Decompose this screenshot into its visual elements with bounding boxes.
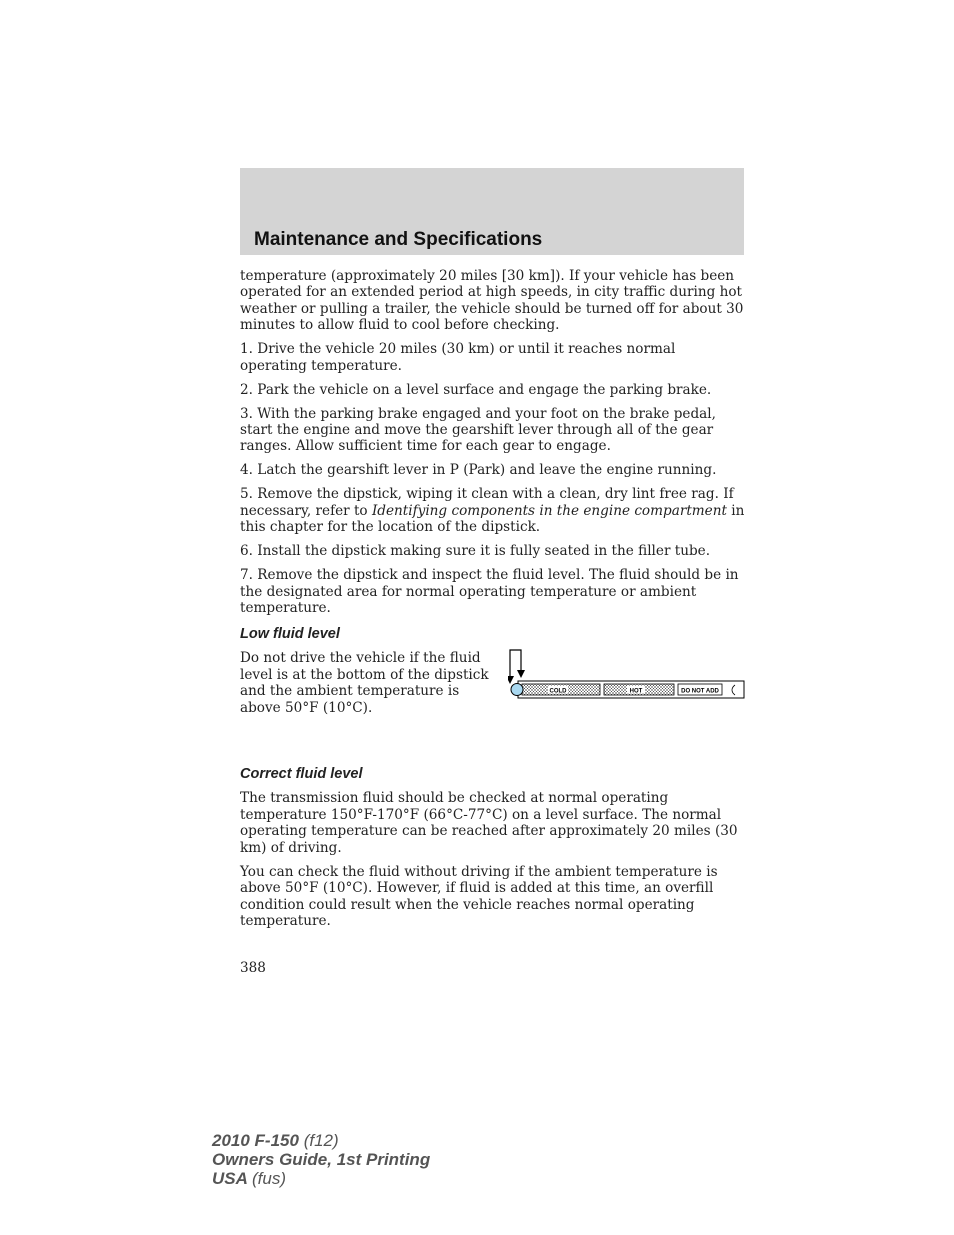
step-3: 3. With the parking brake engaged and your foot on the brake pedal, start the engine and move the gearshift lever through all of the gear ranges. Allow sufficient time for each gear to engage. xyxy=(240,405,716,455)
footer-model-code: (f12) xyxy=(303,1131,339,1150)
low-fluid-block xyxy=(240,650,745,756)
hot-label: HOT xyxy=(629,688,643,695)
correct-fluid-heading: Correct fluid level xyxy=(240,766,363,783)
step-4: 4. Latch the gearshift lever in P (Park) and leave the engine running. xyxy=(240,462,717,479)
step-6: 6. Install the dipstick making sure it is fully seated in the filler tube. xyxy=(240,543,711,560)
footer-line-model xyxy=(212,1131,430,1150)
correct-fluid-paragraph-2: You can check the fluid without driving if the ambient temperature is above 50°F (10°C). However, if fluid is added at this time, an overfill condition could result when the vehicle reaches normal operating temperature. xyxy=(240,863,718,929)
dipstick-tip xyxy=(511,684,523,696)
step-5-text: 5. Remove the dipstick, wiping it clean with a clean, dry lint free rag. If necessary, refer to xyxy=(240,486,734,519)
step-2: 2. Park the vehicle on a level surface and engage the parking brake. xyxy=(240,381,712,398)
page-content xyxy=(240,268,745,937)
step-5 xyxy=(240,486,745,535)
dipstick-illustration xyxy=(508,648,746,706)
footer-model: 2010 F-150 xyxy=(212,1131,299,1150)
low-fluid-heading: Low fluid level xyxy=(240,626,340,643)
page-number: 388 xyxy=(240,960,266,976)
document-footer xyxy=(212,1131,430,1188)
cross-reference: Identifying components in the engine compartment xyxy=(371,502,727,519)
step-1: 1. Drive the vehicle 20 miles (30 km) or until it reaches normal operating temperature. xyxy=(240,341,676,374)
footer-region: USA xyxy=(212,1169,248,1188)
low-fluid-text: Do not drive the vehicle if the fluid level is at the bottom of the dipstick and the ambient temperature is above 50°F (10°C). xyxy=(240,650,489,716)
do-not-add-label: DO NOT ADD xyxy=(681,688,719,695)
footer-guide: Owners Guide, 1st Printing xyxy=(212,1150,431,1169)
correct-fluid-paragraph-1: The transmission fluid should be checked at normal operating temperature 150°F-170°F (66°C-77°C) on a level surface. The normal operating temperature can be reached after approximately 20 miles (30 km) of driving. xyxy=(240,790,738,856)
cold-label: COLD xyxy=(549,688,567,695)
intro-paragraph: temperature (approximately 20 miles [30 km]). If your vehicle has been operated for an extended period at high speeds, in city traffic during hot weather or pulling a trailer, the vehicle should be turned off for about 30 minutes to allow fluid to cool before checking. xyxy=(240,268,744,334)
step-5-text-end: in this chapter for the location of the dipstick. xyxy=(240,502,745,536)
footer-line-region xyxy=(212,1169,430,1188)
footer-region-code: (fus) xyxy=(252,1169,286,1188)
arrow-down-icon xyxy=(508,650,525,684)
section-title: Maintenance and Specifications xyxy=(254,229,543,250)
step-7: 7. Remove the dipstick and inspect the fluid level. The fluid should be in the designated area for normal operating temperature or ambient temperature. xyxy=(240,567,739,617)
